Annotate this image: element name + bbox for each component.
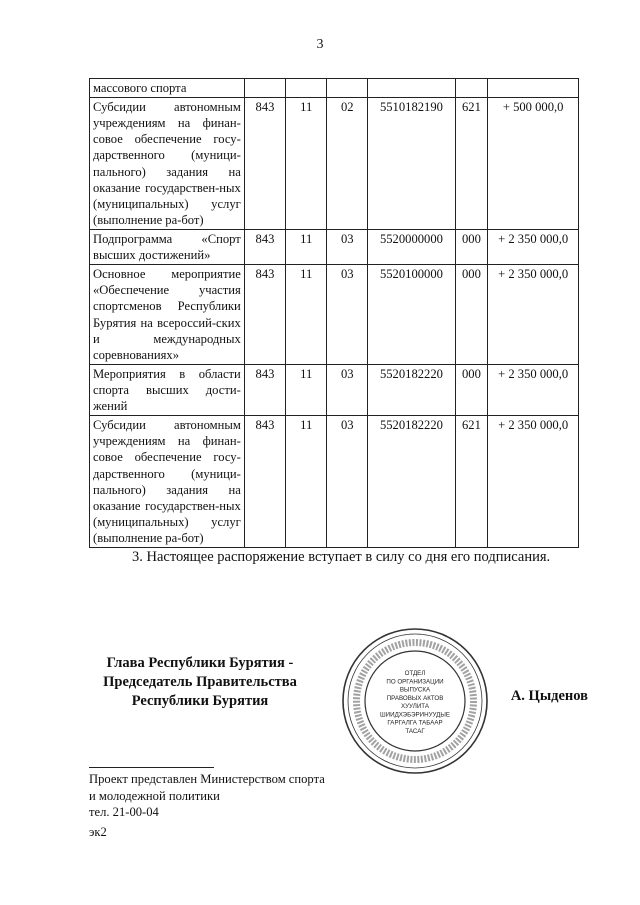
table-cell-pr: 03 [327, 416, 368, 548]
table-cell-gr: 843 [244, 98, 285, 230]
table-cell-vr: 621 [455, 416, 488, 548]
table-cell-csr: 5520000000 [368, 229, 455, 264]
table-cell-vr: 000 [455, 229, 488, 264]
table-cell-name: Субсидии автономным учреждениям на финан-совое обеспечение госу-дарственного (муници-пального) задания на оказание государствен-ных (муниципальных) услуг (выполнение ра-бот) [90, 416, 245, 548]
stamp-text-line: ПРАВОВЫХ АКТОВ [386, 694, 444, 702]
table-cell-name: Мероприятия в области спорта высших дости-жений [90, 364, 245, 415]
table-row [90, 364, 579, 415]
table-cell-rz: 11 [286, 364, 327, 415]
table-row [90, 79, 579, 98]
table-cell-name: Основное мероприятие «Обеспечение участия спортсменов Республики Бурятия на всероссий-ских и международных соревнованиях» [90, 265, 245, 365]
stamp-text-line: ГАРГАЛГА ТАБААР [387, 719, 443, 727]
table-cell-gr: 843 [244, 229, 285, 264]
table-row [90, 229, 579, 264]
footnote-divider [89, 767, 214, 768]
stamp-text-line: ТАСАГ [405, 728, 425, 735]
signatory-name: А. Цыденов [510, 688, 588, 704]
table-cell-name: Субсидии автономным учреждениям на финан-совое обеспечение госу-дарственного (муници-пального) задания на оказание государствен-ных (муниципальных) услуг (выполнение ра-бот) [90, 98, 245, 230]
table-cell-csr [368, 79, 455, 98]
table-cell-pr: 03 [327, 364, 368, 415]
table-cell-name: Подпрограмма «Спорт высших достижений» [90, 229, 245, 264]
table-cell-rz: 11 [286, 265, 327, 365]
table-cell-sum: + 2 350 000,0 [488, 416, 579, 548]
budget-table [89, 78, 579, 548]
signatory-title-line: Председатель Правительства [103, 674, 297, 691]
table-cell-vr: 000 [455, 265, 488, 365]
table-cell-pr: 03 [327, 265, 368, 365]
effective-date-clause: 3. Настоящее распоряжение вступает в силу со дня его подписания. [132, 549, 551, 565]
footnote-line: тел. 21-00-04 [89, 805, 159, 820]
budget-table-body [90, 79, 579, 548]
stamp-text-line: ОТДЕЛ [404, 670, 426, 677]
table-cell-sum: + 500 000,0 [488, 98, 579, 230]
table-cell-gr [244, 79, 285, 98]
signatory-title-line: Республики Бурятия [131, 693, 269, 710]
footnote-line: и молодежной политики [89, 788, 220, 803]
table-cell-csr: 5520182220 [368, 416, 455, 548]
table-cell-rz: 11 [286, 98, 327, 230]
document-code: эк2 [89, 825, 107, 839]
table-cell-gr: 843 [244, 416, 285, 548]
table-cell-rz: 11 [286, 229, 327, 264]
stamp-text-line: ВЫПУСКА [399, 686, 431, 694]
table-row [90, 416, 579, 548]
table-cell-rz: 11 [286, 416, 327, 548]
table-cell-gr: 843 [244, 265, 285, 365]
official-seal-stamp [340, 626, 490, 776]
table-cell-pr: 02 [327, 98, 368, 230]
table-row [90, 98, 579, 230]
table-cell-pr [327, 79, 368, 98]
footnote [89, 771, 325, 821]
table-cell-csr: 5510182190 [368, 98, 455, 230]
stamp-text-line: ПО ОРГАНИЗАЦИИ [386, 678, 444, 686]
table-cell-pr: 03 [327, 229, 368, 264]
table-cell-vr [455, 79, 488, 98]
table-cell-sum: + 2 350 000,0 [488, 265, 579, 365]
table-cell-sum [488, 79, 579, 98]
table-cell-csr: 5520100000 [368, 265, 455, 365]
footnote-line: Проект представлен Министерством спорта [89, 772, 325, 786]
table-cell-rz [286, 79, 327, 98]
table-row [90, 265, 579, 365]
stamp-text-line: ХУУЛИТА [401, 703, 429, 711]
page-number: 3 [316, 37, 324, 52]
table-cell-vr: 000 [455, 364, 488, 415]
table-cell-name: массового спорта [90, 79, 245, 98]
signatory-title-line: Глава Республики Бурятия - [106, 655, 294, 671]
table-cell-csr: 5520182220 [368, 364, 455, 415]
table-cell-sum: + 2 350 000,0 [488, 364, 579, 415]
table-cell-sum: + 2 350 000,0 [488, 229, 579, 264]
signatory-title [80, 654, 320, 711]
table-cell-vr: 621 [455, 98, 488, 230]
table-cell-gr: 843 [244, 364, 285, 415]
stamp-text-line: ШИИДХЭБЭРИНУУДЫЕ [380, 711, 450, 719]
